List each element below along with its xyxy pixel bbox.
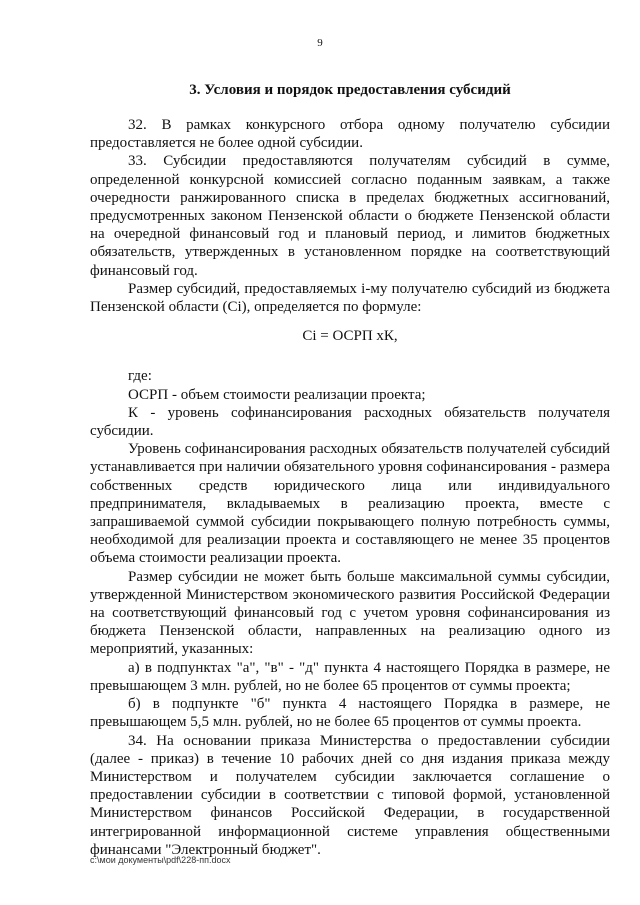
document-body <box>90 116 610 859</box>
definition-osrp: ОСРП - объем стоимости реализации проекта; <box>128 386 426 403</box>
footer-file-path: с:\мои документы\pdf\228-пп.docx <box>90 855 231 865</box>
page-number: 9 <box>317 37 323 49</box>
list-item-a: а) в подпунктах "а", "в" - "д" пункта 4 настоящего Порядка в размере, не превышающем 3 млн. рублей, но не более 65 процентов от суммы проекта; <box>90 659 610 694</box>
definition-k: К - уровень софинансирования расходных обязательств получателя субсидии. <box>90 404 610 440</box>
paragraph-max-subsidy: Размер субсидии не может быть больше максимальной суммы субсидии, утвержденной Министерством экономического развития Российской Федерации на соответствующий финансовый год с учетом уровня софинансирования из бюджета Пензенской области, направленных на реализацию одного из мероприятий, указанных: <box>90 568 610 658</box>
paragraph-34: 34. На основании приказа Министерства о предоставлении субсидии (далее - приказ) в течение 10 рабочих дней со дня издания приказа между Министерством и получателем субсидии заключается соглашение о предоставлении субсидии в соответствии с типовой формой, установленной Министерством финансов Российской Федерации, в государственной интегрированной информационной системе управления общественными финансами "Электронный бюджет". <box>90 732 610 858</box>
definition-where: где: <box>128 368 152 385</box>
paragraph-formula-intro: Размер субсидий, предоставляемых i-му получателю субсидий из бюджета Пензенской области (Ci), определяется по формуле: <box>90 280 610 316</box>
paragraph-33: 33. Субсидии предоставляются получателям субсидий в сумме, определенной конкурсной комиссией согласно поданным заявкам, а также очередности ранжированного списка в пределах бюджетных ассигнований, предусмотренных законом Пензенской области о бюджете Пензенской области на очередной финансовый год и плановый период, и лимитов бюджетных обязательств, утвержденных в установленном порядке на соответствующий финансовый год. <box>90 153 610 279</box>
paragraph-32: 32. В рамках конкурсного отбора одному получателю субсидии предоставляется не более одной субсидии. <box>90 117 610 152</box>
section-title: 3. Условия и порядок предоставления субсидий <box>189 82 511 98</box>
formula: Ci = ОСРП хК, <box>302 328 398 345</box>
list-item-b: б) в подпункте "б" пункта 4 настоящего Порядка в размере, не превышающем 5,5 млн. рублей, но не более 65 процентов от суммы проекта. <box>90 696 610 731</box>
paragraph-cofinancing-level: Уровень софинансирования расходных обязательств получателей субсидий устанавливается при наличии обязательного уровня софинансирования - размера собственных средств юридического лица или индивидуального предпринимателя, вкладываемых в реализацию проекта, вместе с запрашиваемой суммой субсидии покрывающего полную потребность суммы, необходимой для реализации проекта и составляющего не менее 35 процентов объема стоимости реализации проекта. <box>90 441 610 567</box>
